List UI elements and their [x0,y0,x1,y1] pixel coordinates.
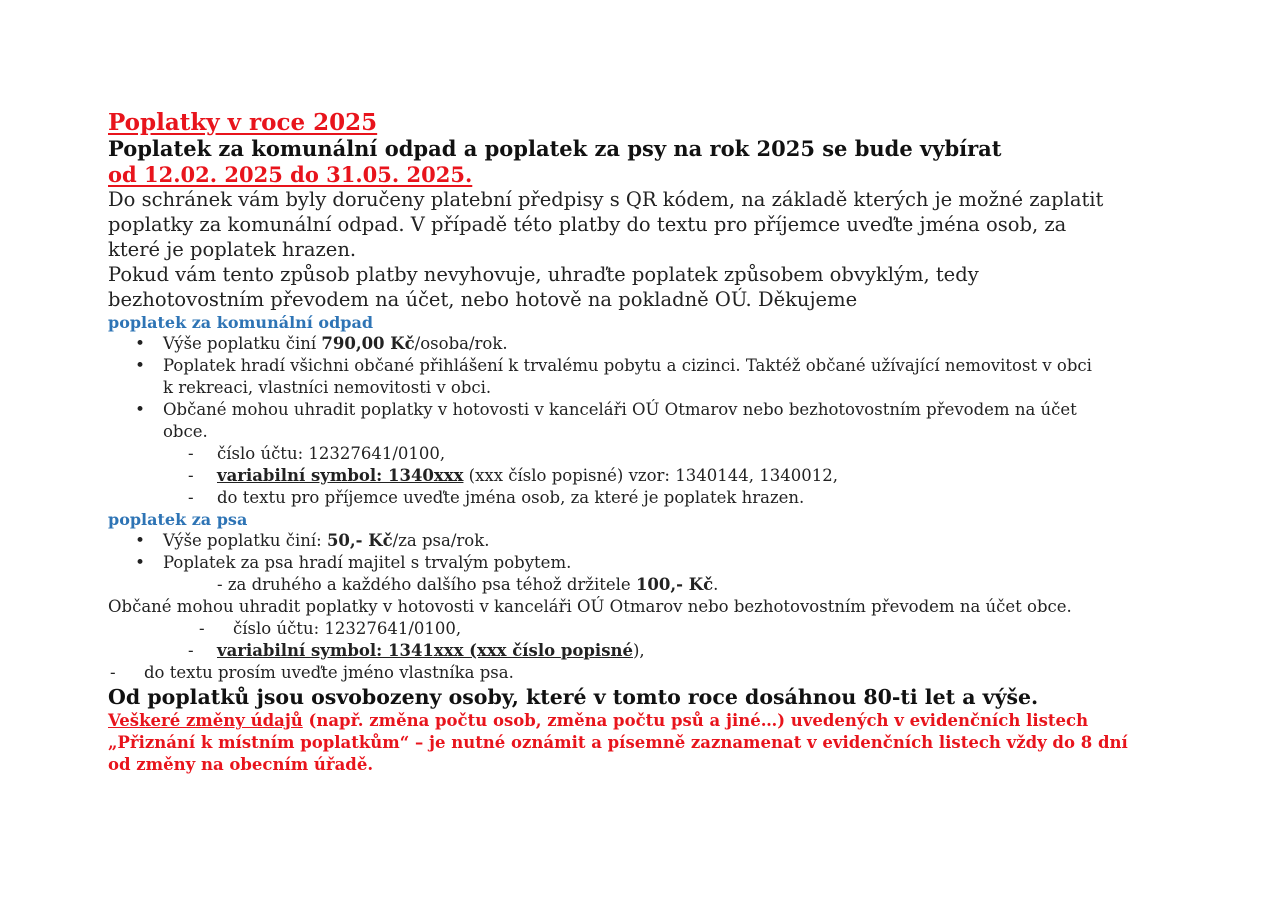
waste-fee-section [108,333,1258,509]
dog-fee-section [108,530,1258,684]
dog-payment-note: do textu prosím uveďte jméno vlastníka psa. [144,663,514,682]
dog-fee-amount-item [108,530,1258,552]
dog-fee-extra-end: . [713,575,719,594]
waste-fee-payment-line: obce. [163,422,208,441]
collection-dates: od 12.02. 2025 do 31.05. 2025. [108,162,473,187]
document-title: Poplatky v roce 2025 [108,109,378,136]
dog-fee-payer-item: • Poplatek za psa hradí majitel s trvalým pobytem. [108,552,1258,574]
waste-fee-payers-line: • Poplatek hradí všichni občané přihlášení k trvalému pobytu a cizinci. Taktéž občané užívající nemovitost v obci [163,356,1092,375]
dog-fee-amount: 50,- Kč [326,531,393,550]
waste-fee-payment-line: • Občané mohou uhradit poplatky v hotovosti v kanceláři OÚ Otmarov nebo bezhotovostním převodem na účet [163,400,1077,419]
dash-mark: - [188,488,194,507]
waste-fee-amount-label: Výše poplatku činí [163,334,322,353]
dog-fee-extra-label: - za druhého a každého dalšího psa téhož držitele [217,575,636,594]
waste-fee-payers-line: k rekreaci, vlastníci nemovitosti v obci. [163,378,492,397]
dog-account-item [108,618,1258,640]
intro-line: Do schránek vám byly doručeny platební předpisy s QR kódem, na základě kterých je možné zaplatit [108,188,1104,211]
waste-payment-note: do textu pro příjemce uveďte jména osob, za které je poplatek hrazen. [217,488,805,507]
waste-fee-heading: poplatek za komunální odpad [108,313,374,332]
collection-headline: Poplatek za komunální odpad a poplatek za psy na rok 2025 se bude vybírat [108,136,1002,161]
dog-variable-symbol: variabilní symbol: 1341xxx (xxx číslo popisné [217,641,633,660]
waste-fee-amount-item [108,333,1258,355]
dash-mark: - [188,641,194,660]
waste-fee-amount-unit: /osoba/rok. [414,334,508,353]
waste-account-number: číslo účtu: 12327641/0100, [217,444,446,463]
dash-mark: - [110,663,116,682]
change-notice-line: od změny na obecním úřadě. [108,755,374,774]
change-notice-text: (např. změna počtu osob, změna počtu psů a jiné…) uvedených v evidenčních listech [302,711,1089,730]
intro-paragraph [108,187,1258,312]
waste-variable-symbol: variabilní symbol: 1340xxx [217,466,464,485]
dash-mark: - [188,444,194,463]
waste-symbol-item [108,465,1258,487]
dog-fee-amount-unit: /za psa/rok. [392,531,490,550]
dash-mark: - [188,466,194,485]
waste-fee-amount: 790,00 Kč [321,334,415,353]
change-notice-emphasis: Veškeré změny údajů [108,711,303,730]
change-notice-line [108,710,1258,732]
waste-account-item [108,443,1258,465]
intro-line: které je poplatek hrazen. [108,238,357,261]
dog-fee-extra-amount: 100,- Kč [635,575,714,594]
dog-symbol-end: ), [633,641,645,660]
waste-fee-payment-item [108,399,1258,443]
dog-account-number: číslo účtu: 12327641/0100, [233,619,462,638]
dash-mark: - [199,619,205,638]
exemption-statement: Od poplatků jsou osvobozeny osoby, které v tomto roce dosáhnou 80-ti let a výše. [108,685,1039,709]
dog-fee-amount-label: Výše poplatku činí: [163,531,327,550]
dog-fee-heading: poplatek za psa [108,510,248,529]
fee-notice-document [108,110,1258,776]
dog-fee-extra [108,574,1258,596]
intro-line: bezhotovostním převodem na účet, nebo hotově na pokladně OÚ. Děkujeme [108,288,858,311]
change-notice-line: „Přiznání k místním poplatkům“ – je nutné oznámit a písemně zaznamenat v evidenčních listech vždy do 8 dní [108,733,1128,752]
dog-fee-payment: Občané mohou uhradit poplatky v hotovosti v kanceláři OÚ Otmarov nebo bezhotovostním převodem na účet obce. [108,597,1072,616]
change-notice [108,710,1258,776]
dog-symbol-item [108,640,1258,662]
waste-note-item [108,487,1258,509]
dog-note-item [108,662,1258,684]
intro-line: poplatky za komunální odpad. V případě této platby do textu pro příjemce uveďte jména osob, za [108,213,1067,236]
intro-line: Pokud vám tento způsob platby nevyhovuje, uhraďte poplatek způsobem obvyklým, tedy [108,263,979,286]
waste-fee-payers-item [108,355,1258,399]
waste-symbol-example: (xxx číslo popisné) vzor: 1340144, 1340012, [463,466,838,485]
